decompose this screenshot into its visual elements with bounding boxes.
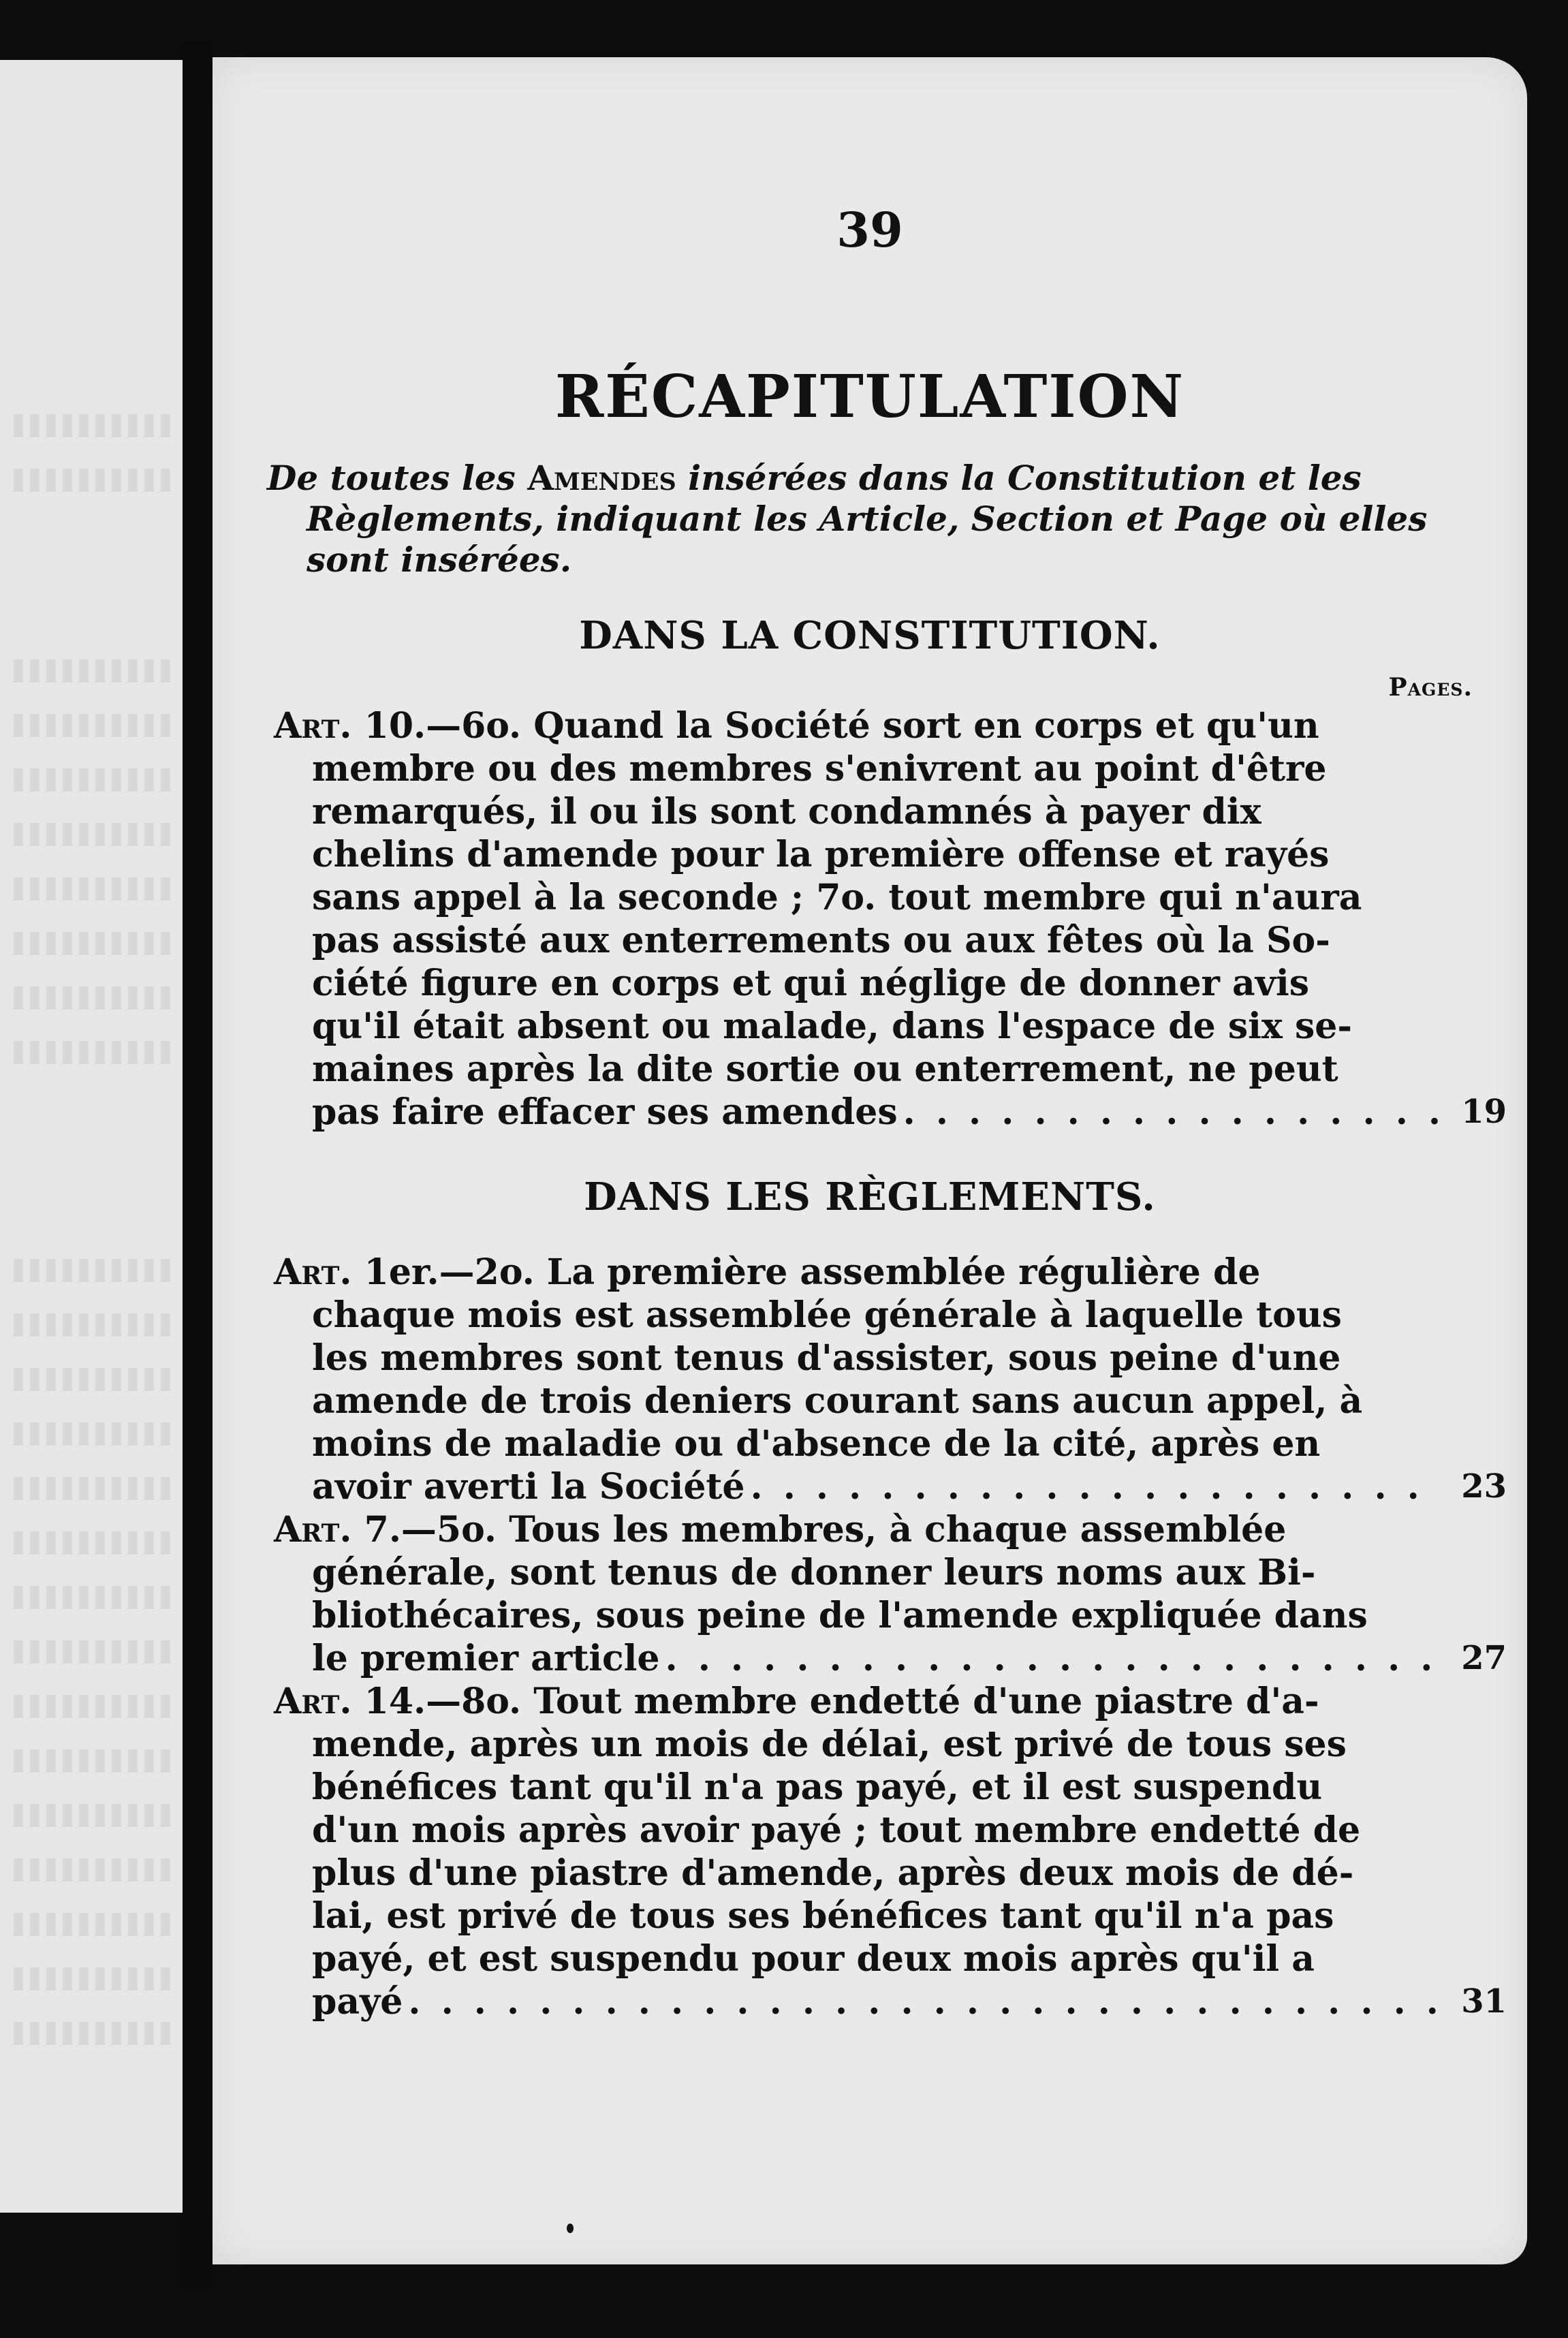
page-reference: 27 bbox=[1461, 1639, 1507, 1677]
entry-line: chelins d'amende pour la première offense et rayés bbox=[312, 834, 1330, 875]
left-page-ghost-text bbox=[14, 1695, 170, 1718]
left-page-ghost-text bbox=[14, 1041, 170, 1064]
left-page-ghost-text bbox=[14, 659, 170, 683]
entry-art-14 bbox=[274, 1680, 1507, 2023]
entry-line: ciété figure en corps et qui néglige de donner avis bbox=[312, 963, 1309, 1004]
entry-art-10 bbox=[274, 704, 1507, 1134]
page-reference: 19 bbox=[1461, 1093, 1507, 1131]
entry-line: chaque mois est assemblée générale à laquelle tous bbox=[312, 1294, 1342, 1336]
leader-dots bbox=[751, 1465, 1440, 1508]
left-page-ghost-text bbox=[14, 1313, 170, 1337]
left-page-ghost-text bbox=[14, 414, 170, 437]
left-page-ghost-text bbox=[14, 768, 170, 792]
entry-line: les membres sont tenus d'assister, sous peine d'une bbox=[312, 1337, 1341, 1379]
entry-line: Art. 10.—6o. Quand la Société sort en corps et qu'un bbox=[274, 705, 1319, 747]
entry-line: sans appel à la seconde ; 7o. tout membre qui n'aura bbox=[312, 877, 1362, 918]
left-facing-page bbox=[0, 60, 183, 2213]
leader-dots bbox=[408, 1980, 1440, 2023]
entry-line: moins de maladie ou d'absence de la cité, après en bbox=[312, 1423, 1321, 1465]
document-page bbox=[213, 57, 1527, 2264]
entry-line: membre ou des membres s'enivrent au point d'être bbox=[312, 748, 1327, 790]
entry-line: d'un mois après avoir payé ; tout membre endetté de bbox=[312, 1809, 1361, 1851]
subtitle bbox=[267, 458, 1479, 580]
pages-column-label: Pages. bbox=[1388, 673, 1473, 702]
entry-line-last: payé . . . bbox=[274, 1980, 1445, 2023]
entry-line-last: avoir averti la Société . . . bbox=[274, 1465, 1445, 1508]
left-page-ghost-text bbox=[14, 877, 170, 901]
leader-dots bbox=[903, 1091, 1440, 1134]
subtitle-text: insérées dans la Constitution et les bbox=[688, 458, 1362, 498]
entry-line: bénéfices tant qu'il n'a pas payé, et il est suspendu bbox=[312, 1766, 1323, 1808]
left-page-ghost-text bbox=[14, 1967, 170, 1991]
entry-line: Art. 14.—8o. Tout membre endetté d'une piastre d'a- bbox=[274, 1681, 1319, 1722]
entry-line: Art. 1er.—2o. La première assemblée régulière de bbox=[274, 1251, 1261, 1293]
left-page-ghost-text bbox=[14, 1804, 170, 1827]
left-page-ghost-text bbox=[14, 1259, 170, 1282]
subtitle-text: sont insérées. bbox=[307, 540, 572, 580]
section-heading-reglements: DANS LES RÈGLEMENTS. bbox=[584, 1174, 1156, 1219]
left-page-ghost-text bbox=[14, 1640, 170, 1664]
leader-dots bbox=[665, 1637, 1440, 1680]
left-page-ghost-text bbox=[14, 469, 170, 492]
entry-line: plus d'une piastre d'amende, après deux mois de dé- bbox=[312, 1852, 1354, 1894]
left-page-ghost-text bbox=[14, 1749, 170, 1773]
left-page-ghost-text bbox=[14, 1531, 170, 1555]
entry-line-last: pas faire effacer ses amendes . . . bbox=[274, 1091, 1445, 1134]
entry-line: bliothécaires, sous peine de l'amende expliquée dans bbox=[312, 1595, 1368, 1636]
entry-line: pas assisté aux enterrements ou aux fêtes où la So- bbox=[312, 920, 1330, 961]
page-reference: 23 bbox=[1461, 1467, 1507, 1506]
left-page-ghost-text bbox=[14, 1477, 170, 1500]
book-gutter bbox=[183, 41, 213, 2289]
entry-line: mende, après un mois de délai, est privé de tous ses bbox=[312, 1724, 1347, 1765]
subtitle-text: De toutes les bbox=[267, 458, 516, 498]
page-title: RÉCAPITULATION bbox=[554, 362, 1185, 431]
entry-art-7 bbox=[274, 1508, 1507, 1680]
entry-line: qu'il était absent ou malade, dans l'espace de six se- bbox=[312, 1006, 1352, 1047]
entry-line: payé, et est suspendu pour deux mois après qu'il a bbox=[312, 1938, 1315, 1980]
section-heading-constitution: DANS LA CONSTITUTION. bbox=[579, 613, 1161, 658]
left-page-ghost-text bbox=[14, 986, 170, 1010]
ink-speck bbox=[567, 2224, 574, 2233]
entry-art-1er bbox=[274, 1251, 1507, 1508]
left-page-ghost-text bbox=[14, 2022, 170, 2045]
left-page-ghost-text bbox=[14, 932, 170, 955]
entry-line-last: le premier article . . . bbox=[274, 1637, 1445, 1680]
entry-line: Art. 7.—5o. Tous les membres, à chaque assemblée bbox=[274, 1509, 1287, 1550]
entry-line: maines après la dite sortie ou enterrement, ne peut bbox=[312, 1048, 1338, 1090]
left-page-ghost-text bbox=[14, 1913, 170, 1936]
left-page-ghost-text bbox=[14, 714, 170, 737]
entry-line: remarqués, il ou ils sont condamnés à payer dix bbox=[312, 791, 1261, 832]
left-page-ghost-text bbox=[14, 1368, 170, 1391]
left-page-ghost-text bbox=[14, 823, 170, 846]
subtitle-smallcaps: Amendes bbox=[527, 458, 676, 498]
entry-line: lai, est privé de tous ses bénéfices tant qu'il n'a pas bbox=[312, 1895, 1334, 1937]
left-page-ghost-text bbox=[14, 1858, 170, 1882]
page-reference: 31 bbox=[1461, 1982, 1507, 2021]
entry-line: amende de trois deniers courant sans aucun appel, à bbox=[312, 1380, 1363, 1422]
subtitle-text: Règlements, indiquant les Article, Section et Page où elles bbox=[307, 499, 1428, 539]
entry-line: générale, sont tenus de donner leurs noms aux Bi- bbox=[312, 1552, 1316, 1593]
left-page-ghost-text bbox=[14, 1586, 170, 1609]
left-page-ghost-text bbox=[14, 1422, 170, 1446]
page-number: 39 bbox=[836, 202, 903, 258]
